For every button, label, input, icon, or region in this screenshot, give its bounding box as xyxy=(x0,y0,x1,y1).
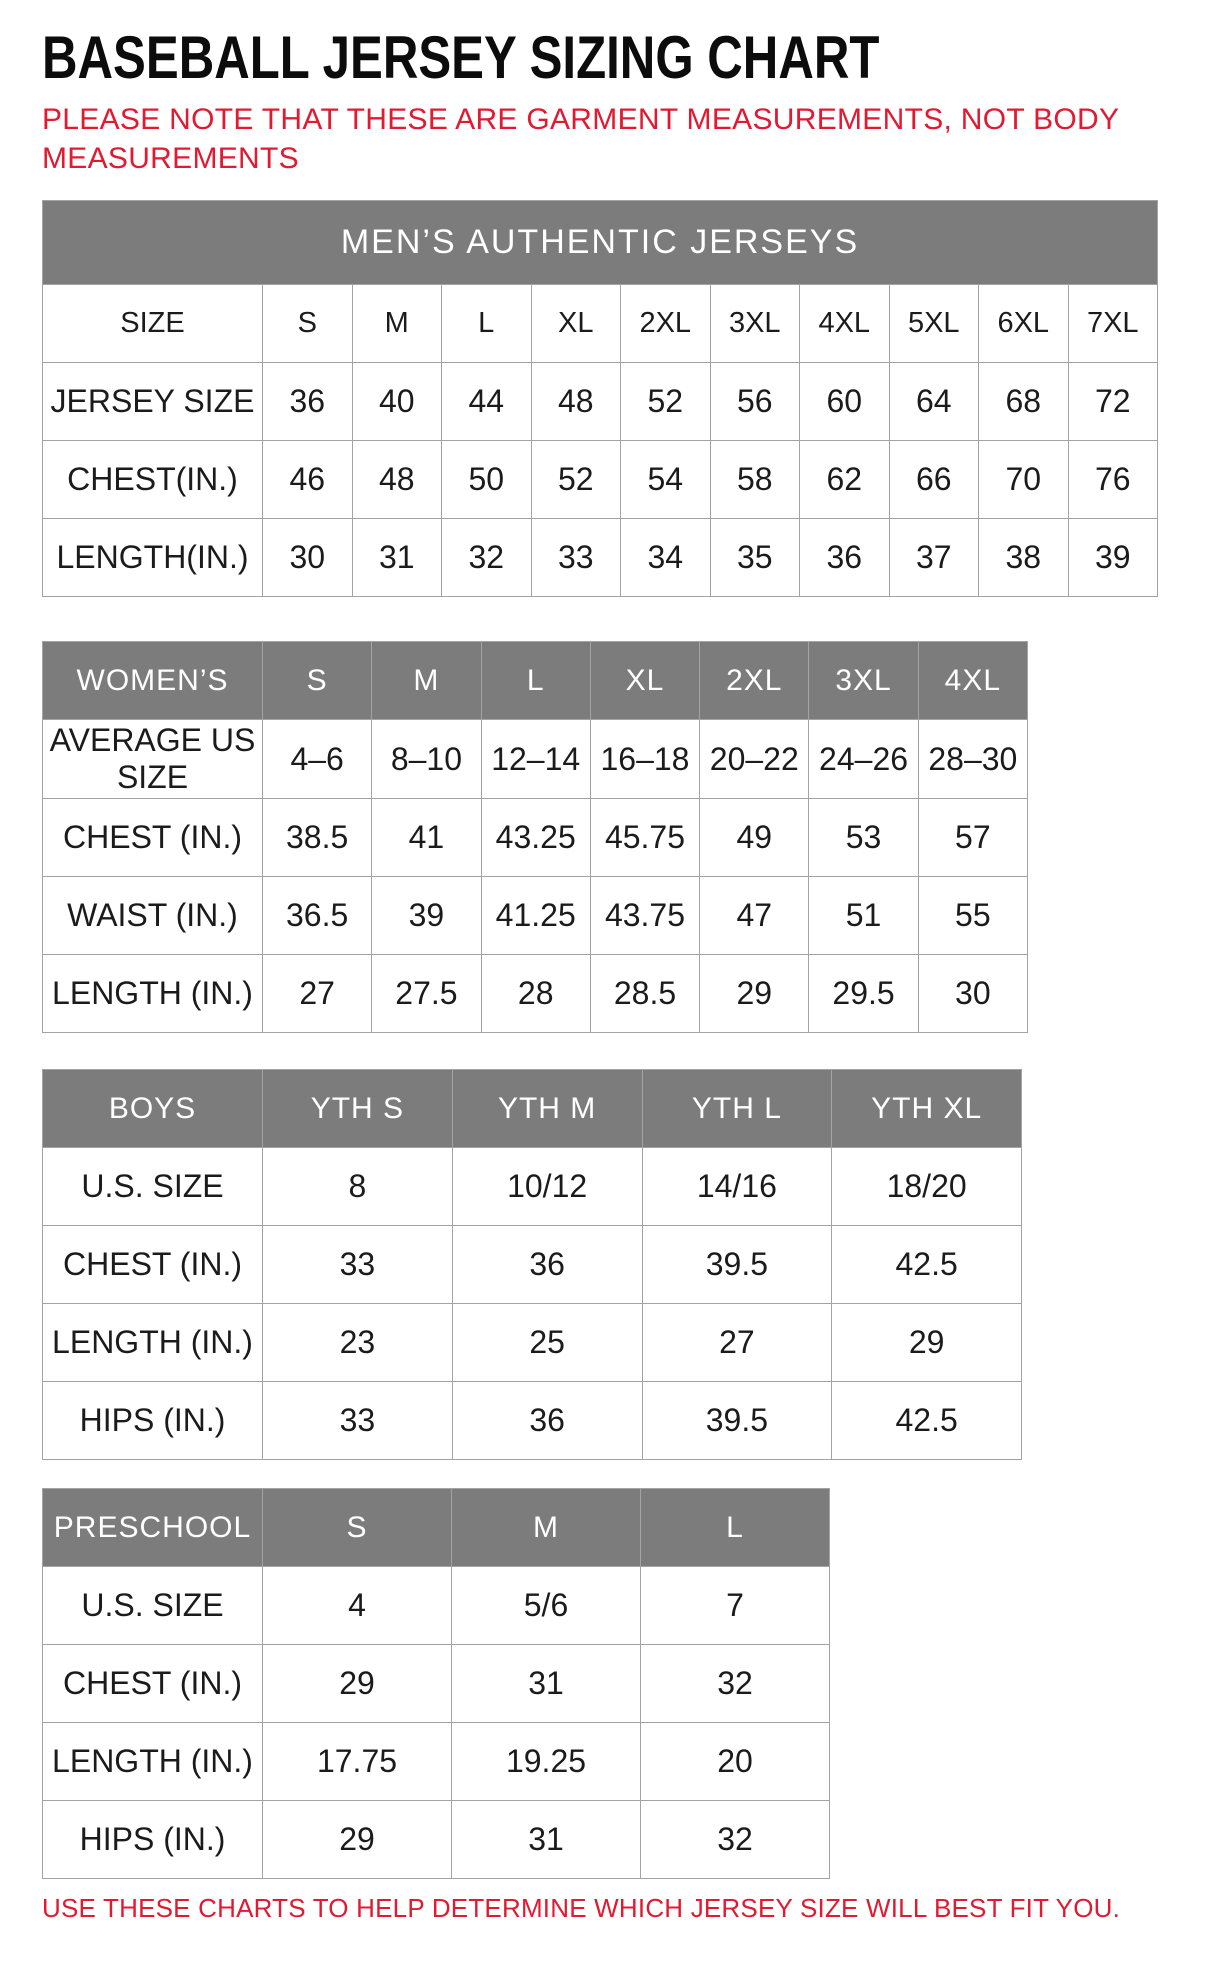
column-header: 3XL xyxy=(809,642,918,720)
table-row-chest xyxy=(43,441,1158,519)
value-cell: 39.5 xyxy=(642,1226,832,1304)
value-cell: 8 xyxy=(263,1148,453,1226)
column-header-cell: 7XL xyxy=(1068,285,1158,363)
row-label: LENGTH (IN.) xyxy=(43,955,263,1033)
row-label: LENGTH(IN.) xyxy=(43,519,263,597)
table-row-chest xyxy=(43,1226,1022,1304)
row-label: LENGTH (IN.) xyxy=(43,1723,263,1801)
column-header-cell: 6XL xyxy=(979,285,1069,363)
value-cell: 18/20 xyxy=(832,1148,1022,1226)
value-cell: 52 xyxy=(621,363,711,441)
value-cell: 38.5 xyxy=(263,799,372,877)
value-cell: 16–18 xyxy=(590,720,699,799)
column-header: YTH L xyxy=(642,1070,832,1148)
value-cell: 58 xyxy=(710,441,800,519)
boys-jerseys-table xyxy=(42,1069,1022,1460)
row-label: U.S. SIZE xyxy=(43,1567,263,1645)
value-cell: 29 xyxy=(263,1645,452,1723)
row-label: CHEST (IN.) xyxy=(43,1645,263,1723)
value-cell: 68 xyxy=(979,363,1069,441)
value-cell: 53 xyxy=(809,799,918,877)
womens-jerseys-table xyxy=(42,641,1028,1033)
value-cell: 33 xyxy=(263,1382,453,1460)
row-label: CHEST (IN.) xyxy=(43,1226,263,1304)
value-cell: 20 xyxy=(641,1723,830,1801)
column-header-cell: S xyxy=(263,285,353,363)
value-cell: 76 xyxy=(1068,441,1158,519)
row-label: SIZE xyxy=(43,285,263,363)
column-header-cell: 5XL xyxy=(889,285,979,363)
value-cell: 60 xyxy=(800,363,890,441)
value-cell: 34 xyxy=(621,519,711,597)
value-cell: 35 xyxy=(710,519,800,597)
table-row-length xyxy=(43,955,1028,1033)
column-header: YTH S xyxy=(263,1070,453,1148)
table-row-us-size xyxy=(43,1567,830,1645)
preschool-table-title: PRESCHOOL xyxy=(43,1489,263,1567)
column-header-cell: 2XL xyxy=(621,285,711,363)
boys-table-title: BOYS xyxy=(43,1070,263,1148)
value-cell: 7 xyxy=(641,1567,830,1645)
value-cell: 46 xyxy=(263,441,353,519)
column-header-cell: XL xyxy=(531,285,621,363)
table-row-waist xyxy=(43,877,1028,955)
value-cell: 28.5 xyxy=(590,955,699,1033)
value-cell: 12–14 xyxy=(481,720,590,799)
column-header: YTH XL xyxy=(832,1070,1022,1148)
value-cell: 30 xyxy=(263,519,353,597)
value-cell: 64 xyxy=(889,363,979,441)
value-cell: 24–26 xyxy=(809,720,918,799)
value-cell: 40 xyxy=(352,363,442,441)
value-cell: 49 xyxy=(700,799,809,877)
value-cell: 37 xyxy=(889,519,979,597)
value-cell: 4–6 xyxy=(263,720,372,799)
value-cell: 50 xyxy=(442,441,532,519)
value-cell: 8–10 xyxy=(372,720,481,799)
column-header: 2XL xyxy=(700,642,809,720)
value-cell: 36 xyxy=(800,519,890,597)
column-header: 4XL xyxy=(918,642,1027,720)
garment-measurements-note: PLEASE NOTE THAT THESE ARE GARMENT MEASUREMENTS, NOT BODY MEASUREMENTS xyxy=(42,103,1119,175)
value-cell: 32 xyxy=(442,519,532,597)
table-row-chest xyxy=(43,799,1028,877)
value-cell: 56 xyxy=(710,363,800,441)
mens-table-title: MEN’S AUTHENTIC JERSEYS xyxy=(43,201,1158,285)
value-cell: 20–22 xyxy=(700,720,809,799)
value-cell: 43.25 xyxy=(481,799,590,877)
value-cell: 42.5 xyxy=(832,1382,1022,1460)
value-cell: 29 xyxy=(263,1801,452,1879)
value-cell: 41.25 xyxy=(481,877,590,955)
row-label: HIPS (IN.) xyxy=(43,1382,263,1460)
value-cell: 28–30 xyxy=(918,720,1027,799)
value-cell: 17.75 xyxy=(263,1723,452,1801)
value-cell: 32 xyxy=(641,1645,830,1723)
table-row-hips xyxy=(43,1801,830,1879)
table-row-length xyxy=(43,1304,1022,1382)
column-header: M xyxy=(372,642,481,720)
value-cell: 62 xyxy=(800,441,890,519)
value-cell: 48 xyxy=(531,363,621,441)
mens-authentic-jerseys-table xyxy=(42,200,1158,597)
row-label: CHEST(IN.) xyxy=(43,441,263,519)
table-row-hips xyxy=(43,1382,1022,1460)
page-title: BASEBALL JERSEY SIZING CHART xyxy=(42,24,880,91)
row-label: HIPS (IN.) xyxy=(43,1801,263,1879)
value-cell: 36.5 xyxy=(263,877,372,955)
row-label: LENGTH (IN.) xyxy=(43,1304,263,1382)
value-cell: 54 xyxy=(621,441,711,519)
row-label: U.S. SIZE xyxy=(43,1148,263,1226)
value-cell: 51 xyxy=(809,877,918,955)
value-cell: 29 xyxy=(832,1304,1022,1382)
value-cell: 5/6 xyxy=(452,1567,641,1645)
column-header-cell: L xyxy=(442,285,532,363)
table-row-size xyxy=(43,285,1158,363)
value-cell: 44 xyxy=(442,363,532,441)
row-label: AVERAGE US SIZE xyxy=(43,720,263,799)
value-cell: 23 xyxy=(263,1304,453,1382)
value-cell: 33 xyxy=(263,1226,453,1304)
value-cell: 43.75 xyxy=(590,877,699,955)
value-cell: 45.75 xyxy=(590,799,699,877)
value-cell: 39.5 xyxy=(642,1382,832,1460)
column-header: S xyxy=(263,1489,452,1567)
column-header-cell: M xyxy=(352,285,442,363)
row-label: JERSEY SIZE xyxy=(43,363,263,441)
table-row-average-us-size xyxy=(43,720,1028,799)
column-header: XL xyxy=(590,642,699,720)
value-cell: 36 xyxy=(263,363,353,441)
value-cell: 32 xyxy=(641,1801,830,1879)
value-cell: 25 xyxy=(452,1304,642,1382)
value-cell: 47 xyxy=(700,877,809,955)
value-cell: 19.25 xyxy=(452,1723,641,1801)
table-row-jersey-size xyxy=(43,363,1158,441)
value-cell: 27 xyxy=(263,955,372,1033)
value-cell: 31 xyxy=(452,1801,641,1879)
value-cell: 72 xyxy=(1068,363,1158,441)
value-cell: 27.5 xyxy=(372,955,481,1033)
column-header: YTH M xyxy=(452,1070,642,1148)
value-cell: 31 xyxy=(452,1645,641,1723)
value-cell: 39 xyxy=(372,877,481,955)
value-cell: 55 xyxy=(918,877,1027,955)
value-cell: 14/16 xyxy=(642,1148,832,1226)
table-row-us-size xyxy=(43,1148,1022,1226)
value-cell: 52 xyxy=(531,441,621,519)
value-cell: 36 xyxy=(452,1382,642,1460)
value-cell: 38 xyxy=(979,519,1069,597)
value-cell: 39 xyxy=(1068,519,1158,597)
mens-banner-row xyxy=(43,201,1158,285)
value-cell: 48 xyxy=(352,441,442,519)
value-cell: 4 xyxy=(263,1567,452,1645)
value-cell: 41 xyxy=(372,799,481,877)
womens-header-row xyxy=(43,642,1028,720)
value-cell: 28 xyxy=(481,955,590,1033)
column-header: M xyxy=(452,1489,641,1567)
value-cell: 29.5 xyxy=(809,955,918,1033)
column-header: L xyxy=(481,642,590,720)
value-cell: 27 xyxy=(642,1304,832,1382)
preschool-jerseys-table xyxy=(42,1488,830,1879)
value-cell: 70 xyxy=(979,441,1069,519)
table-row-length xyxy=(43,519,1158,597)
womens-table-title: WOMEN’S xyxy=(43,642,263,720)
value-cell: 31 xyxy=(352,519,442,597)
table-row-length xyxy=(43,1723,830,1801)
column-header-cell: 4XL xyxy=(800,285,890,363)
row-label: CHEST (IN.) xyxy=(43,799,263,877)
value-cell: 30 xyxy=(918,955,1027,1033)
value-cell: 42.5 xyxy=(832,1226,1022,1304)
fit-advice-note: USE THESE CHARTS TO HELP DETERMINE WHICH JERSEY SIZE WILL BEST FIT YOU. xyxy=(42,1893,1121,1923)
value-cell: 33 xyxy=(531,519,621,597)
table-row-chest xyxy=(43,1645,830,1723)
column-header: S xyxy=(263,642,372,720)
value-cell: 10/12 xyxy=(452,1148,642,1226)
value-cell: 36 xyxy=(452,1226,642,1304)
value-cell: 57 xyxy=(918,799,1027,877)
boys-header-row xyxy=(43,1070,1022,1148)
preschool-header-row xyxy=(43,1489,830,1567)
value-cell: 29 xyxy=(700,955,809,1033)
row-label: WAIST (IN.) xyxy=(43,877,263,955)
column-header-cell: 3XL xyxy=(710,285,800,363)
column-header: L xyxy=(641,1489,830,1567)
value-cell: 66 xyxy=(889,441,979,519)
